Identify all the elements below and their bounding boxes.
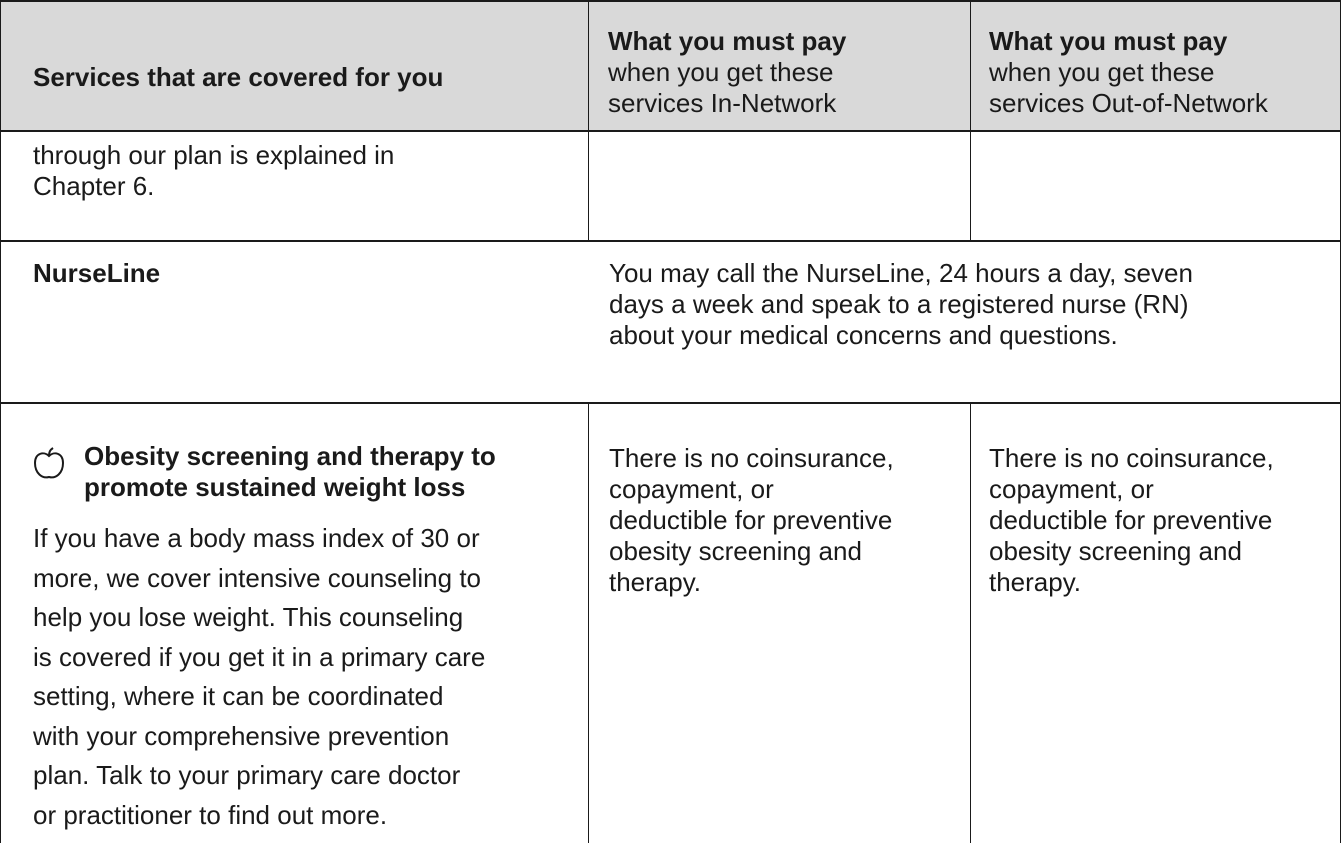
out-network-line: There is no coinsurance, xyxy=(989,443,1274,473)
header-in-network xyxy=(608,26,846,119)
in-network-line: deductible for preventive xyxy=(609,505,893,535)
obesity-title-line: promote sustained weight loss xyxy=(84,472,466,502)
out-network-line: deductible for preventive xyxy=(989,505,1273,535)
obesity-title xyxy=(84,441,496,503)
continued-line: Chapter 6. xyxy=(33,171,155,201)
header-in-network-title: What you must pay xyxy=(608,26,847,56)
rule-col3-upper xyxy=(970,0,971,241)
rule-continued-bottom xyxy=(0,240,1341,242)
in-network-line: copayment, or xyxy=(609,474,774,504)
rule-header-bottom xyxy=(0,130,1341,132)
header-in-network-line2: services In-Network xyxy=(608,88,837,118)
rule-nurseline-bottom xyxy=(0,402,1341,404)
header-services: Services that are covered for you xyxy=(33,62,444,92)
obesity-body-line: help you lose weight. This counseling xyxy=(33,602,464,632)
in-network-line: therapy. xyxy=(609,567,702,597)
nurseline-line: days a week and speak to a registered nurse (RN) xyxy=(609,289,1189,319)
out-network-line: copayment, or xyxy=(989,474,1154,504)
header-out-network-line2: services Out-of-Network xyxy=(989,88,1268,118)
obesity-body-line: setting, where it can be coordinated xyxy=(33,681,444,711)
out-network-line: therapy. xyxy=(989,567,1082,597)
continued-line: through our plan is explained in xyxy=(33,140,395,170)
rule-col2-lower xyxy=(588,402,589,843)
in-network-line: obesity screening and xyxy=(609,536,862,566)
obesity-body-line: with your comprehensive prevention xyxy=(33,720,450,751)
obesity-body-line: plan. Talk to your primary care doctor xyxy=(33,760,461,790)
continued-text xyxy=(33,140,394,202)
nurseline-description xyxy=(609,258,1193,351)
apple-icon xyxy=(32,447,66,481)
header-in-network-line1: when you get these xyxy=(608,57,834,87)
obesity-body xyxy=(33,519,485,835)
rule-left xyxy=(0,0,1,843)
obesity-body-line: or practitioner to find out more. xyxy=(33,799,388,830)
nurseline-line: You may call the NurseLine, 24 hours a day, seven xyxy=(609,258,1193,288)
obesity-body-line: is covered if you get it in a primary care xyxy=(33,641,486,672)
header-out-network-line1: when you get these xyxy=(989,57,1215,87)
obesity-body-line: more, we cover intensive counseling to xyxy=(33,562,482,593)
obesity-out-network xyxy=(989,443,1274,598)
rule-col2-upper xyxy=(588,0,589,241)
obesity-title-line: Obesity screening and therapy to xyxy=(84,441,496,471)
nurseline-line: about your medical concerns and questions. xyxy=(609,320,1118,350)
header-out-network xyxy=(989,26,1268,119)
obesity-in-network xyxy=(609,443,894,598)
header-out-network-title: What you must pay xyxy=(989,26,1228,56)
rule-col3-lower xyxy=(970,402,971,843)
rule-top xyxy=(0,0,1341,2)
out-network-line: obesity screening and xyxy=(989,536,1242,566)
in-network-line: There is no coinsurance, xyxy=(609,443,894,473)
nurseline-title: NurseLine xyxy=(33,258,161,288)
obesity-body-line: If you have a body mass index of 30 or xyxy=(33,523,480,553)
